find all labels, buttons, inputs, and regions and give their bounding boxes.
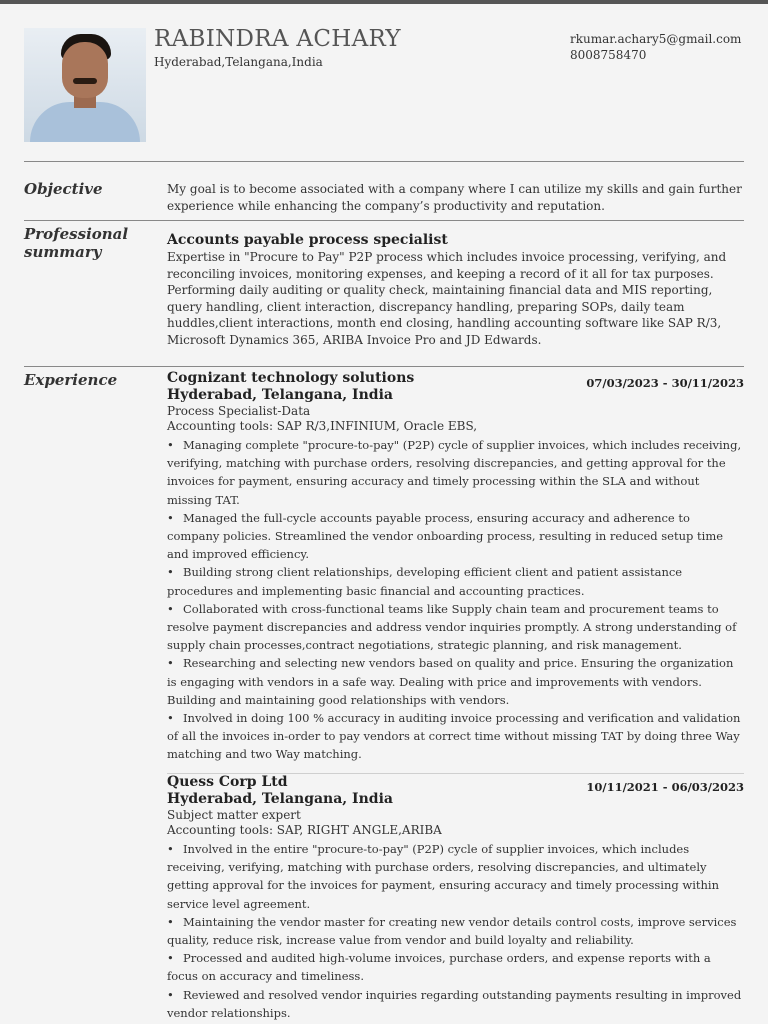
summary-block (167, 232, 745, 348)
job-dates: 07/03/2023 - 30/11/2023 (586, 376, 744, 390)
summary-role: Accounts payable process specialist (167, 232, 448, 248)
job-entry (167, 774, 745, 1022)
summary-heading (24, 225, 128, 261)
job-dates: 10/11/2021 - 06/03/2023 (586, 780, 744, 794)
job-bullets (167, 436, 745, 764)
list-item: • Managing complete "procure-to-pay" (P2P) cycle of supplier invoices, which includes receiving, verifying, matching with purchase orders, resolving discrepancies, and getting approval for the invoices for payment, ensuring accuracy and timely processing within the SLA and without missing TAT. (167, 438, 742, 507)
email-address: rkumar.achary5@gmail.com (570, 32, 742, 46)
summary-heading-line1: Professional (24, 225, 129, 243)
job-tools: Accounting tools: SAP, RIGHT ANGLE,ARIBA (167, 822, 442, 837)
list-item: • Involved in doing 100 % accuracy in auditing invoice processing and verification and validation of all the invoices in-order to pay vendors at correct time without missing TAT by doing three Way matching and two Way matching. (167, 711, 741, 762)
profile-photo (24, 28, 146, 142)
contact-info (570, 31, 741, 63)
job-company: Quess Corp Ltd (167, 774, 288, 790)
summary-heading-line2: summary (24, 243, 102, 261)
job-location: Hyderabad, Telangana, India (167, 791, 393, 807)
divider-header (24, 161, 744, 162)
list-item: • Researching and selecting new vendors based on quality and price. Ensuring the organization is engaging with vendors in a safe way. Dealing with price and improvements with vendors. Building and maintaining good relationships with vendors. (167, 656, 734, 707)
job-role: Subject matter expert (167, 808, 301, 822)
job-company: Cognizant technology solutions (167, 370, 415, 386)
objective-heading: Objective (24, 180, 103, 198)
job-role: Process Specialist-Data (167, 404, 311, 418)
job-location: Hyderabad, Telangana, India (167, 387, 393, 403)
phone-number: 8008758470 (570, 48, 647, 62)
list-item: • Managed the full-cycle accounts payable process, ensuring accuracy and adherence to company policies. Streamlined the vendor onboarding process, resulting in reduced setup time and improved efficiency. (167, 510, 724, 562)
objective-text: My goal is to become associated with a company where I can utilize my skills and gain further experience while enhancing the company’s productivity and reputation. (167, 182, 742, 213)
divider-objective (24, 220, 744, 221)
list-item: • Collaborated with cross-functional teams like Supply chain team and procurement teams to resolve payment discrepancies and address vendor inquiries promptly. A strong understanding of supply chain processes,contract negotiations, strategic planning, and risk management. (167, 601, 737, 653)
candidate-name: RABINDRA ACHARY (154, 26, 401, 52)
list-item: • Maintaining the vendor master for creating new vendor details control costs, improve services quality, reduce risk, increase value from vendor and build loyalty and reliability. (167, 914, 737, 948)
list-item: • Processed and audited high-volume invoices, purchase orders, and expense reports with a focus on accuracy and timeliness. (167, 951, 711, 984)
experience-heading: Experience (24, 371, 118, 389)
divider-summary (24, 366, 744, 367)
top-accent-bar (0, 0, 768, 4)
candidate-location: Hyderabad,Telangana,India (154, 55, 323, 69)
job-bullets (167, 840, 745, 1022)
job-tools: Accounting tools: SAP R/3,INFINIUM, Oracle EBS, (167, 418, 478, 433)
summary-text: Expertise in "Procure to Pay" P2P process which includes invoice processing, verifying, and reconciling invoices, monitoring expenses, and keeping a record of it all for tax purposes. Performing daily auditing or quality check, maintaining financial data and MIS reporting, query handling, client interaction, discrepancy handling, preparing SOPs, daily team huddles,client interactions, month end closing, handling accounting software like SAP R/3, Microsoft Dynamics 365, ARIBA Invoice Pro and JD Edwards. (167, 250, 727, 347)
list-item: • Reviewed and resolved vendor inquiries regarding outstanding payments resulting in improved vendor relationships. (167, 987, 742, 1020)
job-entry (167, 370, 745, 764)
list-item: • Building strong client relationships, developing efficient client and patient assistance procedures and implementing basic financial and accounting practices. (167, 565, 683, 598)
list-item: • Involved in the entire "procure-to-pay" (P2P) cycle of supplier invoices, which includes receiving, verifying, matching with purchase orders, resolving discrepancies, and ultimately getting approval for the invoices for payment, ensuring accuracy and timely processing within service level agreement. (167, 842, 719, 911)
